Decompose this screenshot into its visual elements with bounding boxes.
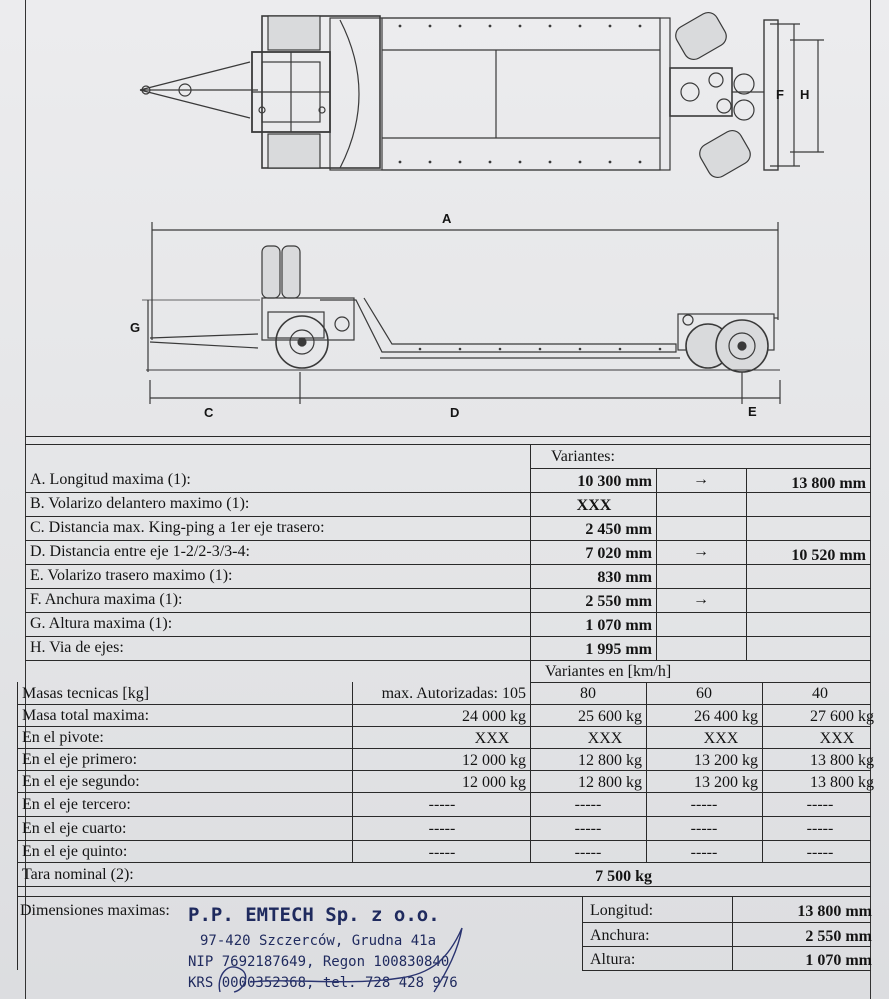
mass-cell: XXX [474, 730, 510, 747]
mass-col-80: 80 [580, 685, 596, 702]
dim-label-g: G [130, 320, 141, 335]
tara-label: Tara nominal (2): [22, 866, 134, 883]
dim-label-f: F [776, 87, 784, 102]
dim-row-a-value: 10 300 mm [577, 473, 652, 490]
dim-row-d-value: 7 020 mm [585, 545, 652, 562]
mass-cell: ----- [428, 844, 456, 861]
mass-cell: ----- [806, 796, 834, 813]
summary-label: Dimensiones maximas: [20, 902, 170, 919]
mass-col-105: max. Autorizadas: 105 [381, 685, 526, 702]
mass-cell: ----- [428, 820, 456, 837]
variants-header: Variantes: [551, 448, 615, 465]
summary-height-label: Altura: [590, 951, 636, 968]
mass-row-label: En el pivote: [22, 729, 104, 746]
dim-row-f-label: F. Anchura maxima (1): [30, 591, 183, 608]
dim-row-a-label: A. Longitud maxima (1): [30, 471, 191, 488]
mass-cell: XXX [703, 730, 739, 747]
dim-label-c: C [204, 405, 214, 420]
mass-col-60: 60 [696, 685, 712, 702]
mass-cell: ----- [574, 844, 602, 861]
mass-cell: 13 200 kg [694, 752, 758, 769]
mass-row-label: En el eje tercero: [22, 796, 131, 813]
summary-width-label: Anchura: [590, 927, 650, 944]
mass-cell: ----- [690, 844, 718, 861]
dim-row-h-label: H. Via de ejes: [30, 639, 124, 656]
speed-variants-header: Variantes en [km/h] [545, 663, 672, 680]
dim-row-e-label: E. Volarizo trasero maximo (1): [30, 567, 233, 584]
mass-cell: 13 800 kg [810, 752, 874, 769]
summary-length-value: 13 800 mm [797, 903, 872, 920]
dim-label-h: H [800, 87, 810, 102]
mass-cell: ----- [574, 820, 602, 837]
dim-row-c-label: C. Distancia max. King-ping a 1er eje trasero: [30, 519, 325, 536]
mass-cell: XXX [587, 730, 623, 747]
dim-row-d-value2: 10 520 mm [791, 547, 866, 564]
mass-cell: 12 800 kg [578, 752, 642, 769]
mass-cell: ----- [428, 796, 456, 813]
mass-cell: ----- [806, 820, 834, 837]
dim-row-d-label: D. Distancia entre eje 1-2/2-3/3-4: [30, 543, 250, 560]
mass-cell: 13 800 kg [810, 774, 874, 791]
dim-label-a: A [442, 211, 452, 226]
mass-cell: 26 400 kg [694, 708, 758, 725]
mass-header-label: Masas tecnicas [kg] [22, 685, 150, 702]
summary-height-value: 1 070 mm [805, 952, 872, 969]
dim-row-g-value: 1 070 mm [585, 617, 652, 634]
mass-cell: ----- [690, 796, 718, 813]
dim-row-b-value: XXX [576, 497, 612, 514]
mass-cell: 27 600 kg [810, 708, 874, 725]
mass-cell: 24 000 kg [462, 708, 526, 725]
mass-row-label: En el eje cuarto: [22, 820, 127, 837]
mass-cell: ----- [574, 796, 602, 813]
mass-row-label: En el eje primero: [22, 751, 138, 768]
mass-cell: XXX [819, 730, 855, 747]
dim-row-e-value: 830 mm [597, 569, 652, 586]
mass-cell: 13 200 kg [694, 774, 758, 791]
dim-label-e: E [748, 404, 757, 419]
dim-row-a-value2: 13 800 mm [791, 475, 866, 492]
mass-cell: 12 800 kg [578, 774, 642, 791]
stamp-krs: KRS 0000352368, tel. 728 428 976 [188, 975, 458, 991]
mass-cell: 25 600 kg [578, 708, 642, 725]
dim-row-c-value: 2 450 mm [585, 521, 652, 538]
dim-label-d: D [450, 405, 460, 420]
mass-row-label: En el eje segundo: [22, 773, 140, 790]
stamp-nip: NIP 7692187649, Regon 100830840 [188, 954, 450, 970]
mass-cell: ----- [806, 844, 834, 861]
stamp-address: 97-420 Szczerców, Grudna 41a [200, 933, 437, 949]
dim-row-d-arrow: → [693, 543, 709, 560]
dim-row-f-value: 2 550 mm [585, 593, 652, 610]
mass-row-label: Masa total maxima: [22, 707, 150, 724]
summary-length-label: Longitud: [590, 902, 654, 919]
dim-row-g-label: G. Altura maxima (1): [30, 615, 173, 632]
dim-row-h-value: 1 995 mm [585, 641, 652, 658]
dim-row-b-label: B. Volarizo delantero maximo (1): [30, 495, 250, 512]
mass-col-40: 40 [812, 685, 828, 702]
stamp-company: P.P. EMTECH Sp. z o.o. [188, 904, 440, 926]
dim-row-a-arrow: → [693, 471, 709, 488]
handwritten-signature [180, 920, 480, 999]
mass-row-label: En el eje quinto: [22, 843, 128, 860]
mass-cell: 12 000 kg [462, 774, 526, 791]
mass-cell: ----- [690, 820, 718, 837]
summary-width-value: 2 550 mm [805, 928, 872, 945]
mass-cell: 12 000 kg [462, 752, 526, 769]
dim-row-f-arrow: → [693, 591, 709, 608]
tara-value: 7 500 kg [595, 868, 652, 885]
